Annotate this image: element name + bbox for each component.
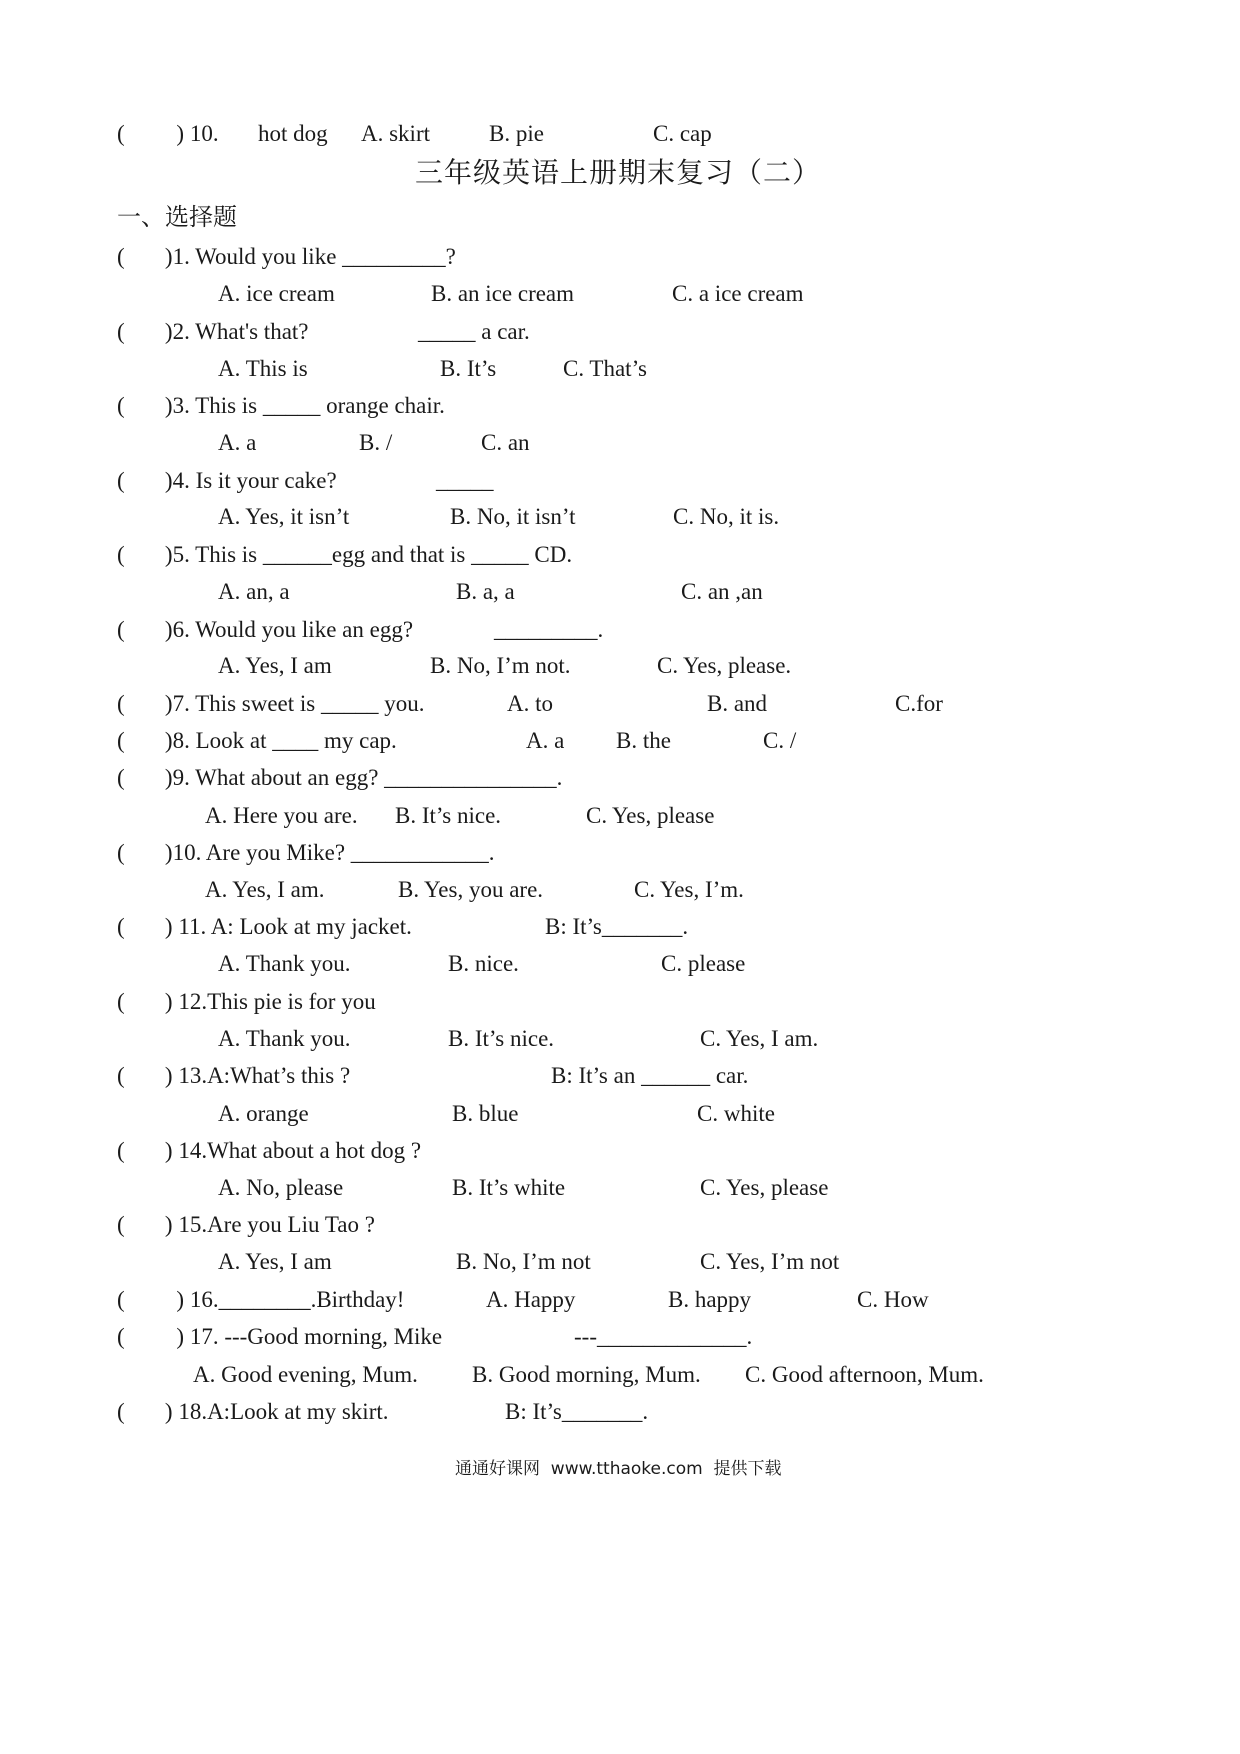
question-8: ( )8. Look at ____ my cap.	[117, 728, 397, 753]
question-14-option-a: A. No, please	[218, 1175, 344, 1200]
question-17-option-c: C. Good afternoon, Mum.	[745, 1362, 984, 1387]
question-14: ( ) 14.What about a hot dog ?	[117, 1138, 422, 1163]
question-17-option-b: B. Good morning, Mum.	[472, 1362, 701, 1387]
question-9-option-c: C. Yes, please	[586, 803, 715, 828]
question-2-option-a: A. This is	[218, 356, 308, 381]
question-5-option-a: A. an, a	[218, 579, 290, 604]
question-2-blank: _____ a car.	[418, 319, 530, 344]
question-15-option-b: B. No, I’m not	[456, 1249, 591, 1274]
question-7-option-b: B. and	[707, 691, 768, 716]
section-heading: 一、选择题	[117, 205, 237, 231]
question-13-blank: B: It’s an ______ car.	[551, 1063, 749, 1088]
question-13-option-c: C. white	[697, 1101, 775, 1126]
question-8-option-a: A. a	[526, 728, 565, 753]
question-15-option-c: C. Yes, I’m not	[700, 1249, 840, 1274]
question-11-blank: B: It’s_______.	[545, 914, 689, 939]
question-10-option-c: C. Yes, I’m.	[634, 877, 744, 902]
question-4-option-b: B. No, it isn’t	[450, 504, 576, 529]
question-5: ( )5. This is ______egg and that is _____ CD.	[117, 542, 573, 567]
question-12-option-c: C. Yes, I am.	[700, 1026, 819, 1051]
question-9: ( )9. What about an egg? _______________.	[117, 765, 563, 790]
question-10-option-b: B. Yes, you are.	[398, 877, 544, 902]
question-18: ( ) 18.A:Look at my skirt.	[117, 1399, 389, 1424]
question-6-blank: _________.	[494, 617, 604, 642]
top-q10-option-c: C. cap	[653, 121, 712, 146]
question-11-option-a: A. Thank you.	[218, 951, 351, 976]
question-2-option-b: B. It’s	[440, 356, 497, 381]
question-1-option-b: B. an ice cream	[431, 281, 575, 306]
question-1-option-c: C. a ice cream	[672, 281, 804, 306]
question-4-blank: _____	[436, 468, 494, 493]
question-12: ( ) 12.This pie is for you	[117, 989, 376, 1014]
top-q10-option-b: B. pie	[489, 121, 544, 146]
question-10: ( )10. Are you Mike? ____________.	[117, 840, 495, 865]
question-16: ( ) 16.________.Birthday!	[117, 1287, 405, 1312]
question-4: ( )4. Is it your cake?	[117, 468, 337, 493]
question-16-option-a: A. Happy	[486, 1287, 576, 1312]
question-11-option-c: C. please	[661, 951, 746, 976]
top-q10-option-a: A. skirt	[361, 121, 430, 146]
top-q10-paren: ( ) 10.	[117, 121, 219, 146]
question-11: ( ) 11. A: Look at my jacket.	[117, 914, 412, 939]
page-footer: 通通好课网 www.tthaoke.com 提供下载	[455, 1459, 782, 1479]
question-4-option-a: A. Yes, it isn’t	[218, 504, 350, 529]
question-14-option-c: C. Yes, please	[700, 1175, 829, 1200]
question-1-option-a: A. ice cream	[218, 281, 335, 306]
question-3-option-a: A. a	[218, 430, 257, 455]
page-title: 三年级英语上册期末复习（二）	[415, 158, 822, 189]
question-16-option-b: B. happy	[668, 1287, 752, 1312]
question-12-option-a: A. Thank you.	[218, 1026, 351, 1051]
question-1: ( )1. Would you like _________?	[117, 244, 456, 269]
question-6-option-c: C. Yes, please.	[657, 653, 792, 678]
question-8-option-c: C. /	[763, 728, 797, 753]
question-17-option-a: A. Good evening, Mum.	[193, 1362, 418, 1387]
question-14-option-b: B. It’s white	[452, 1175, 566, 1200]
question-12-option-b: B. It’s nice.	[448, 1026, 555, 1051]
question-16-option-c: C. How	[857, 1287, 929, 1312]
question-5-option-b: B. a, a	[456, 579, 515, 604]
question-15-option-a: A. Yes, I am	[218, 1249, 332, 1274]
top-q10-stem: hot dog	[258, 121, 328, 146]
question-13-option-a: A. orange	[218, 1101, 309, 1126]
question-17: ( ) 17. ---Good morning, Mike	[117, 1324, 443, 1349]
question-7-option-c: C.for	[895, 691, 943, 716]
question-17-blank: ---_____________.	[574, 1324, 753, 1349]
question-2-option-c: C. That’s	[563, 356, 647, 381]
question-5-option-c: C. an ,an	[681, 579, 763, 604]
question-11-option-b: B. nice.	[448, 951, 519, 976]
question-15: ( ) 15.Are you Liu Tao ?	[117, 1212, 375, 1237]
question-13-option-b: B. blue	[452, 1101, 519, 1126]
question-6: ( )6. Would you like an egg?	[117, 617, 414, 642]
question-8-option-b: B. the	[616, 728, 671, 753]
question-3-option-c: C. an	[481, 430, 530, 455]
question-6-option-b: B. No, I’m not.	[430, 653, 571, 678]
question-7: ( )7. This sweet is _____ you.	[117, 691, 425, 716]
question-13: ( ) 13.A:What’s this ?	[117, 1063, 351, 1088]
question-6-option-a: A. Yes, I am	[218, 653, 332, 678]
question-3-option-b: B. /	[359, 430, 393, 455]
question-9-option-b: B. It’s nice.	[395, 803, 502, 828]
question-4-option-c: C. No, it is.	[673, 504, 780, 529]
question-2: ( )2. What's that?	[117, 319, 309, 344]
question-3: ( )3. This is _____ orange chair.	[117, 393, 445, 418]
question-10-option-a: A. Yes, I am.	[205, 877, 325, 902]
question-9-option-a: A. Here you are.	[205, 803, 358, 828]
question-7-option-a: A. to	[507, 691, 553, 716]
question-18-blank: B: It’s_______.	[505, 1399, 649, 1424]
